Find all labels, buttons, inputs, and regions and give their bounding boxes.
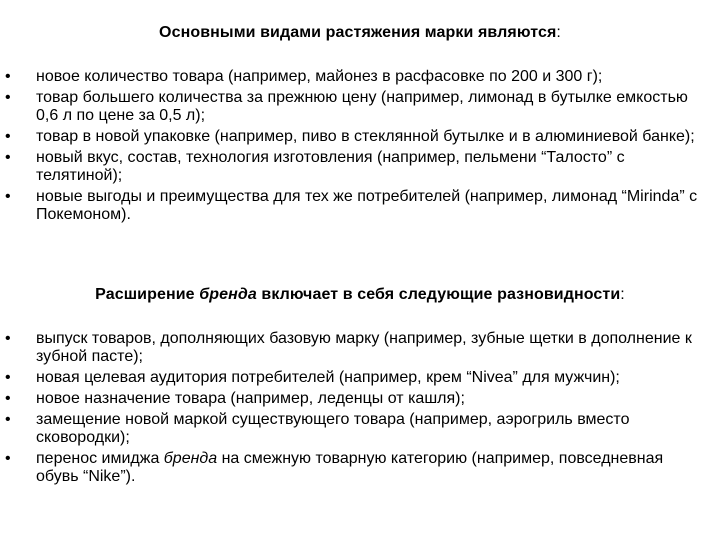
bullet-icon: • [5, 89, 11, 106]
bullet-icon: • [5, 330, 11, 347]
bullet-icon: • [5, 450, 11, 467]
list-item-text-before: перенос имиджа [36, 450, 164, 467]
list-item-text: товар в новой упаковке (например, пиво в стеклянной бутылке и в алюминиевой банке); [36, 128, 695, 145]
list-item [0, 149, 720, 185]
list-item [0, 411, 720, 447]
bullet-icon: • [5, 188, 11, 205]
section2-title-colon: : [620, 286, 625, 303]
section1-list [0, 68, 720, 227]
section2-title-before: Расширение [95, 286, 200, 303]
list-item-text-after: на смежную товарную категорию (например, повседневная обувь “Nike”). [36, 450, 664, 485]
section1-title [0, 24, 720, 42]
list-item [0, 89, 720, 125]
list-item-text: новые выгоды и преимущества для тех же потребителей (например, лимонад “Mirinda” с Покемоном). [36, 188, 698, 223]
section1-title-text: Основными видами растяжения марки являются [159, 24, 557, 41]
list-item [0, 450, 720, 486]
section2-list [0, 330, 720, 489]
list-item [0, 68, 720, 86]
list-item-text: новое назначение товара (например, леденцы от кашля); [36, 390, 465, 407]
list-item [0, 390, 720, 408]
list-item-text: товар большего количества за прежнюю цену (например, лимонад в бутылке емкостью 0,6 л по цене за 0,5 л); [36, 89, 688, 124]
bullet-icon: • [5, 128, 11, 145]
list-item [0, 188, 720, 224]
list-item-text: замещение новой маркой существующего товара (например, аэрогриль вместо сковородки); [36, 411, 630, 446]
section1-title-colon: : [556, 24, 561, 41]
list-item [0, 330, 720, 366]
bullet-icon: • [5, 68, 11, 85]
list-item [0, 128, 720, 146]
bullet-icon: • [5, 369, 11, 386]
list-item-text: новый вкус, состав, технология изготовления (например, пельмени “Талосто” с телятиной); [36, 149, 625, 184]
section2-title [0, 286, 720, 304]
list-item-text: новая целевая аудитория потребителей (например, крем “Nivea” для мужчин); [36, 369, 620, 386]
list-item-text: выпуск товаров, дополняющих базовую марку (например, зубные щетки в дополнение к зубной пасте); [36, 330, 692, 365]
bullet-icon: • [5, 149, 11, 166]
section2-title-after: включает в себя следующие разновидности [256, 286, 621, 303]
bullet-icon: • [5, 411, 11, 428]
bullet-icon: • [5, 390, 11, 407]
list-item [0, 369, 720, 387]
list-item-text: новое количество товара (например, майонез в расфасовке по 200 и 300 г); [36, 68, 603, 85]
section2-title-italic: бренда [199, 286, 257, 303]
list-item-text-italic: бренда [163, 450, 218, 467]
